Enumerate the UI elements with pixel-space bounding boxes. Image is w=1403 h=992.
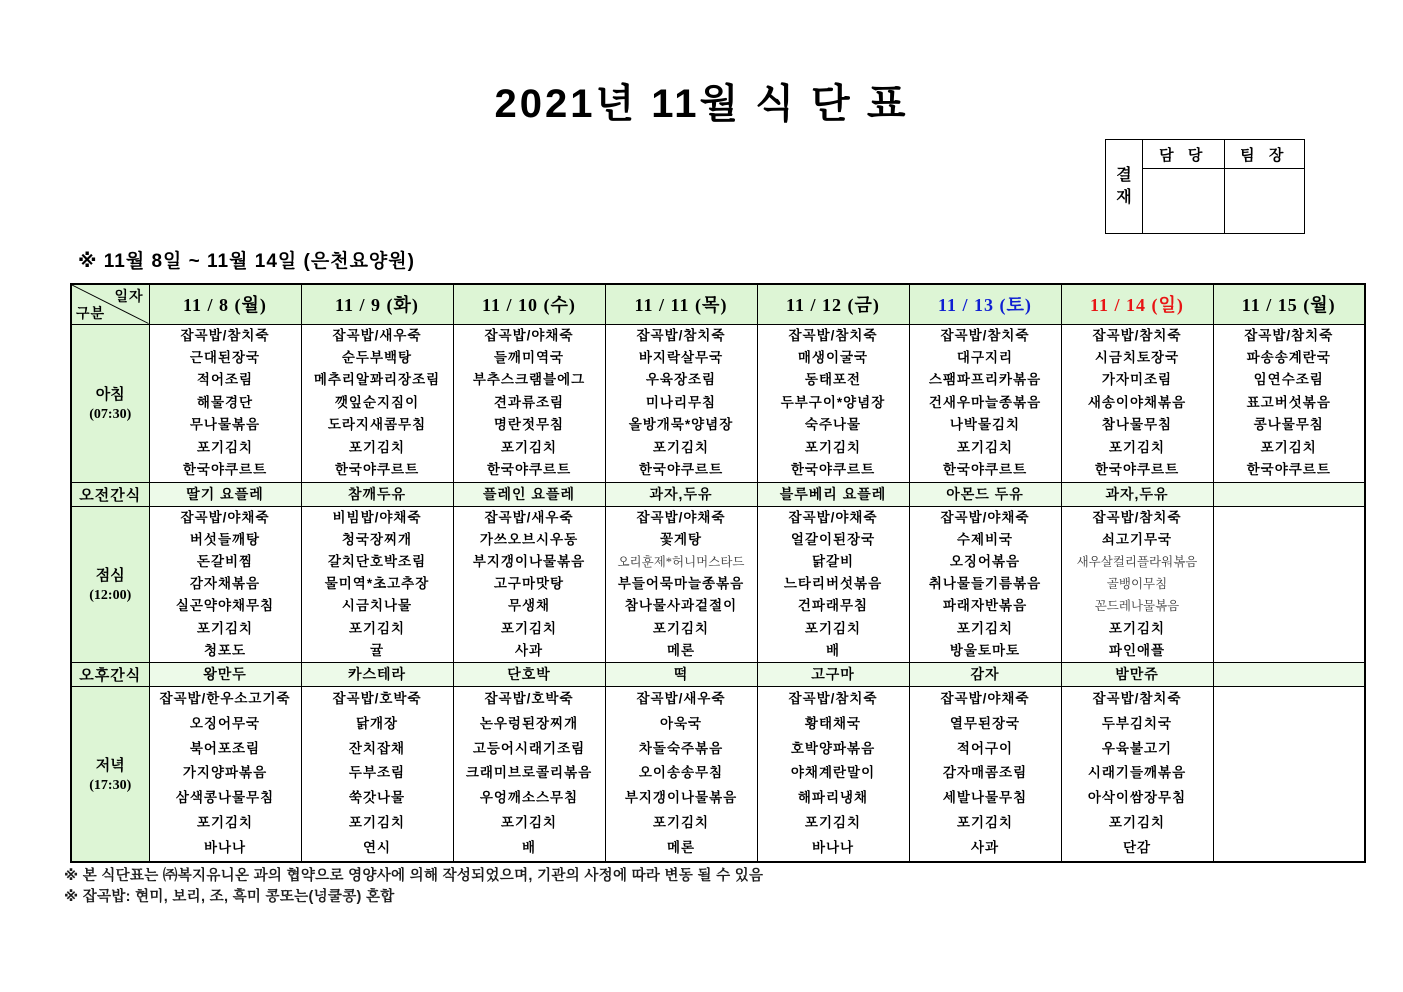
meal-cell <box>1061 506 1213 662</box>
menu-item: 청포도 <box>203 642 247 658</box>
menu-item: 포기김치 <box>1108 439 1166 455</box>
meal-cell <box>909 686 1061 861</box>
snack-cell: 왕만두 <box>149 662 301 686</box>
menu-item: 단감 <box>1122 839 1152 855</box>
menu-item: 바나나 <box>811 839 855 855</box>
menu-item: 부들어묵마늘종볶음 <box>617 576 745 592</box>
menu-item: 순두부백탕 <box>341 349 413 365</box>
menu-item: 감자매콤조림 <box>942 765 1028 781</box>
menu-item: 한국야쿠르트 <box>486 462 572 478</box>
approval-col-manager: 담 당 <box>1143 140 1224 169</box>
snack-cell: 플레인 요플레 <box>453 482 605 506</box>
menu-item: 잡곡밥/야채죽 <box>940 509 1030 525</box>
row-am-snack <box>71 482 1365 506</box>
menu-item: 포기김치 <box>956 439 1014 455</box>
row-label-am-snack: 오전간식 <box>71 482 149 506</box>
menu-item: 꽃게탕 <box>659 531 703 547</box>
menu-item: 포기김치 <box>652 620 710 636</box>
menu-item: 견과류조림 <box>493 394 565 410</box>
meal-cell <box>1213 686 1365 861</box>
snack-cell: 고구마 <box>757 662 909 686</box>
menu-item: 사과 <box>970 839 1000 855</box>
menu-item: 시래기들깨볶음 <box>1087 765 1187 781</box>
meal-cell <box>757 324 909 482</box>
meal-cell <box>149 506 301 662</box>
menu-item: 아삭이쌈장무침 <box>1087 790 1187 806</box>
menu-item: 한국야쿠르트 <box>1094 462 1180 478</box>
menu-item: 깻잎순지짐이 <box>334 394 420 410</box>
menu-item: 적어구이 <box>956 740 1014 756</box>
menu-item: 고구마맛탕 <box>493 576 565 592</box>
menu-item: 적어조림 <box>196 372 254 388</box>
menu-item: 파래자반볶음 <box>942 598 1028 614</box>
approval-sign-cell-manager <box>1143 169 1224 233</box>
menu-item: 바나나 <box>203 839 247 855</box>
menu-item: 잡곡밥/야채죽 <box>484 327 574 343</box>
menu-item: 부지갱이나물볶음 <box>472 553 586 569</box>
menu-item: 콩나물무침 <box>1253 417 1324 433</box>
menu-item: 포기김치 <box>1108 620 1166 636</box>
snack-cell: 과자,두유 <box>605 482 757 506</box>
menu-item: 닭개장 <box>355 715 399 731</box>
meal-cell <box>757 506 909 662</box>
menu-item: 메추리알꽈리장조림 <box>313 372 441 388</box>
menu-item: 포기김치 <box>500 439 558 455</box>
menu-item: 느타리버섯볶음 <box>783 576 883 592</box>
menu-item: 숙주나물 <box>804 417 862 433</box>
menu-item: 매생이굴국 <box>797 349 869 365</box>
menu-item: 포기김치 <box>348 439 406 455</box>
approval-sign-cell-team-lead <box>1224 169 1305 233</box>
menu-item: 시금치나물 <box>341 598 413 614</box>
menu-item: 잡곡밥/참치죽 <box>1092 327 1182 343</box>
menu-item: 포기김치 <box>956 814 1014 830</box>
menu-item: 두부조림 <box>348 765 406 781</box>
menu-item: 실곤약야채무침 <box>175 598 275 614</box>
menu-item: 올방개묵*양념장 <box>628 417 734 433</box>
meal-cell <box>1061 686 1213 861</box>
menu-item: 한국야쿠르트 <box>334 462 420 478</box>
menu-item: 아욱국 <box>659 715 703 731</box>
meal-cell <box>453 324 605 482</box>
menu-item: 쑥갓나물 <box>348 790 406 806</box>
menu-item: 고등어시래기조림 <box>472 740 586 756</box>
corner-cell <box>71 284 149 324</box>
menu-item: 잡곡밥/야채죽 <box>636 509 726 525</box>
menu-item: 잡곡밥/참치죽 <box>1092 690 1182 706</box>
menu-item: 잡곡밥/새우죽 <box>636 690 726 706</box>
menu-item: 비빔밥/야채죽 <box>332 509 422 525</box>
menu-item: 잡곡밥/야채죽 <box>788 509 878 525</box>
menu-item: 얼갈이된장국 <box>790 531 876 547</box>
menu-item: 해파리냉채 <box>797 790 869 806</box>
menu-item: 포기김치 <box>652 439 710 455</box>
menu-item: 우육장조림 <box>645 372 717 388</box>
row-label-pm-snack: 오후간식 <box>71 662 149 686</box>
menu-item: 잡곡밥/호박죽 <box>484 690 574 706</box>
menu-item: 두부김치국 <box>1101 715 1173 731</box>
menu-item: 꼰드레나물볶음 <box>1094 599 1180 614</box>
menu-item: 한국야쿠르트 <box>1246 462 1331 478</box>
menu-item: 포기김치 <box>348 620 406 636</box>
menu-item: 오징어무국 <box>189 715 261 731</box>
approval-box <box>1105 139 1305 234</box>
menu-item: 황태채국 <box>804 715 862 731</box>
menu-item: 수제비국 <box>956 531 1014 547</box>
date-header-5: 11 / 12 (금) <box>757 284 909 324</box>
date-header-row <box>71 284 1365 324</box>
meal-cell <box>149 324 301 482</box>
corner-label-category: 구분 <box>76 306 106 322</box>
menu-item: 새송이야채볶음 <box>1087 394 1187 410</box>
menu-item: 쇠고기무국 <box>1101 531 1173 547</box>
menu-item: 한국야쿠르트 <box>790 462 876 478</box>
menu-item: 오징어볶음 <box>949 553 1021 569</box>
footnote-2: ※ 잡곡밥: 현미, 보리, 조, 흑미 콩또는(넝쿨콩) 혼합 <box>64 889 395 905</box>
menu-item: 한국야쿠르트 <box>182 462 268 478</box>
menu-item: 취나물들기름볶음 <box>928 576 1042 592</box>
meal-cell <box>1213 506 1365 662</box>
menu-item: 오리훈제*허니머스타드 <box>617 554 745 569</box>
menu-item: 대구지리 <box>956 349 1014 365</box>
menu-item: 닭갈비 <box>811 553 855 569</box>
menu-item: 버섯들깨탕 <box>189 531 261 547</box>
footnotes <box>64 866 763 908</box>
menu-item: 논우렁된장찌개 <box>479 715 579 731</box>
menu-item: 배 <box>825 642 841 658</box>
menu-item: 북어포조림 <box>189 740 261 756</box>
snack-cell <box>1213 662 1365 686</box>
menu-item: 청국장찌개 <box>341 531 413 547</box>
menu-item: 야채계란말이 <box>790 765 876 781</box>
menu-item: 돈갈비찜 <box>196 553 254 569</box>
meal-table-wrap <box>70 283 1366 863</box>
meal-cell <box>1061 324 1213 482</box>
menu-item: 잡곡밥/참치죽 <box>788 327 878 343</box>
menu-item: 잡곡밥/야채죽 <box>940 690 1030 706</box>
date-header-2: 11 / 9 (화) <box>301 284 453 324</box>
snack-cell: 블루베리 요플레 <box>757 482 909 506</box>
menu-item: 가자미조림 <box>1101 372 1173 388</box>
menu-item: 무나물볶음 <box>189 417 261 433</box>
snack-cell: 감자 <box>909 662 1061 686</box>
meal-cell <box>453 506 605 662</box>
menu-item: 표고버섯볶음 <box>1246 394 1331 410</box>
menu-item: 잡곡밥/참치죽 <box>636 327 726 343</box>
footnote-1: ※ 본 식단표는 ㈜복지유니온 과의 협약으로 영양사에 의해 작성되었으며, 기관의 사정에 따라 변동 될 수 있음 <box>64 868 764 884</box>
row-label-lunch: 점심 (12:00) <box>71 506 149 662</box>
menu-item: 귤 <box>369 642 385 658</box>
menu-item: 포기김치 <box>956 620 1014 636</box>
menu-item: 무생채 <box>507 598 551 614</box>
menu-item: 참나물사과겉절이 <box>624 598 738 614</box>
menu-item: 잡곡밥/한우소고기죽 <box>159 690 291 706</box>
menu-item: 열무된장국 <box>949 715 1021 731</box>
menu-item: 포기김치 <box>1260 439 1317 455</box>
menu-item: 부추스크램블에그 <box>472 372 586 388</box>
meal-cell <box>605 506 757 662</box>
snack-cell: 딸기 요플레 <box>149 482 301 506</box>
menu-item: 잡곡밥/참치죽 <box>788 690 878 706</box>
meal-cell <box>909 324 1061 482</box>
menu-item: 나박물김치 <box>949 417 1021 433</box>
menu-item: 근대된장국 <box>189 349 261 365</box>
menu-item: 우육불고기 <box>1101 740 1173 756</box>
menu-item: 차돌숙주볶음 <box>638 740 724 756</box>
menu-item: 포기김치 <box>196 439 254 455</box>
menu-item: 포기김치 <box>196 620 254 636</box>
row-pm-snack <box>71 662 1365 686</box>
menu-item: 잡곡밥/새우죽 <box>484 509 574 525</box>
menu-item: 명란젓무침 <box>493 417 565 433</box>
menu-item: 잡곡밥/야채죽 <box>180 509 270 525</box>
menu-item: 포기김치 <box>500 620 558 636</box>
meal-cell <box>149 686 301 861</box>
approval-grid <box>1143 140 1304 233</box>
menu-item: 스팸파프리카볶음 <box>928 372 1042 388</box>
meal-cell <box>605 324 757 482</box>
menu-item: 미나리무침 <box>645 394 717 410</box>
menu-item: 잔치잡채 <box>348 740 406 756</box>
snack-cell <box>1213 482 1365 506</box>
row-label-breakfast: 아침 (07:30) <box>71 324 149 482</box>
menu-item: 잡곡밥/참치죽 <box>1092 509 1182 525</box>
menu-item: 방울토마토 <box>949 642 1021 658</box>
meal-cell <box>1213 324 1365 482</box>
menu-item: 부지갱이나물볶음 <box>624 790 738 806</box>
meal-cell <box>453 686 605 861</box>
menu-item: 감자채볶음 <box>189 576 261 592</box>
menu-item: 건파래무침 <box>797 598 869 614</box>
menu-item: 메론 <box>666 839 696 855</box>
menu-item: 잡곡밥/새우죽 <box>332 327 422 343</box>
menu-item: 참나물무침 <box>1101 417 1173 433</box>
menu-item: 골뱅이무침 <box>1106 577 1168 592</box>
menu-item: 시금치토장국 <box>1094 349 1180 365</box>
menu-item: 한국야쿠르트 <box>638 462 724 478</box>
menu-item: 호박양파볶음 <box>790 740 876 756</box>
menu-item: 포기김치 <box>652 814 710 830</box>
snack-cell: 아몬드 두유 <box>909 482 1061 506</box>
menu-item: 포기김치 <box>804 620 862 636</box>
row-lunch <box>71 506 1365 662</box>
date-header-3: 11 / 10 (수) <box>453 284 605 324</box>
menu-item: 포기김치 <box>804 814 862 830</box>
menu-item: 두부구이*양념장 <box>780 394 886 410</box>
snack-cell: 과자,두유 <box>1061 482 1213 506</box>
meal-cell <box>605 686 757 861</box>
menu-item: 파송송계란국 <box>1246 349 1331 365</box>
menu-item: 포기김치 <box>196 814 254 830</box>
menu-item: 메론 <box>666 642 696 658</box>
date-header-6: 11 / 13 (토) <box>909 284 1061 324</box>
row-label-dinner: 저녁 (17:30) <box>71 686 149 861</box>
row-breakfast <box>71 324 1365 482</box>
snack-cell: 밤만쥬 <box>1061 662 1213 686</box>
meal-cell <box>301 686 453 861</box>
snack-cell: 단호박 <box>453 662 605 686</box>
menu-item: 가쓰오브시우동 <box>479 531 579 547</box>
menu-item: 포기김치 <box>348 814 406 830</box>
menu-item: 사과 <box>514 642 544 658</box>
menu-item: 가지양파볶음 <box>182 765 268 781</box>
menu-item: 동태포전 <box>804 372 862 388</box>
menu-item: 잡곡밥/참치죽 <box>940 327 1030 343</box>
menu-item: 바지락살무국 <box>638 349 724 365</box>
menu-item: 잡곡밥/참치죽 <box>1244 327 1334 343</box>
period-note: ※ 11월 8일 ~ 11월 14일 (은천요양원) <box>78 251 415 272</box>
menu-item: 포기김치 <box>1108 814 1166 830</box>
menu-item: 파인애플 <box>1108 642 1166 658</box>
approval-stamp-label <box>1106 140 1143 233</box>
menu-item: 포기김치 <box>804 439 862 455</box>
snack-cell: 카스테라 <box>301 662 453 686</box>
menu-item: 한국야쿠르트 <box>942 462 1028 478</box>
menu-item: 연시 <box>362 839 392 855</box>
menu-item: 새우살컬리플라워볶음 <box>1076 554 1198 569</box>
menu-item: 삼색콩나물무침 <box>175 790 275 806</box>
menu-item: 포기김치 <box>500 814 558 830</box>
menu-item: 물미역*초고추장 <box>324 576 430 592</box>
menu-item: 오이송송무침 <box>638 765 724 781</box>
date-header-8: 11 / 15 (월) <box>1213 284 1365 324</box>
row-dinner <box>71 686 1365 861</box>
menu-item: 배 <box>521 839 537 855</box>
meal-table <box>70 283 1366 863</box>
menu-item: 갈치단호박조림 <box>327 553 427 569</box>
menu-item: 건새우마늘종볶음 <box>928 394 1042 410</box>
page-title: 2021년 11월 식 단 표 <box>494 82 909 126</box>
approval-stamp-char-1: 결 <box>1116 166 1132 184</box>
menu-item: 잡곡밥/참치죽 <box>180 327 270 343</box>
approval-col-team-lead: 팀 장 <box>1224 140 1305 169</box>
meal-cell <box>909 506 1061 662</box>
menu-item: 해물경단 <box>196 394 254 410</box>
date-header-4: 11 / 11 (목) <box>605 284 757 324</box>
menu-item: 세발나물무침 <box>942 790 1028 806</box>
snack-cell: 떡 <box>605 662 757 686</box>
corner-label-date: 일자 <box>114 290 144 305</box>
snack-cell: 참깨두유 <box>301 482 453 506</box>
date-header-7: 11 / 14 (일) <box>1061 284 1213 324</box>
date-header-1: 11 / 8 (월) <box>149 284 301 324</box>
menu-item: 우엉깨소스무침 <box>479 790 579 806</box>
meal-cell <box>301 506 453 662</box>
meal-cell <box>757 686 909 861</box>
menu-item: 들깨미역국 <box>493 349 565 365</box>
meal-cell <box>301 324 453 482</box>
menu-item: 크래미브로콜리볶음 <box>465 765 593 781</box>
menu-item: 도라지새콤무침 <box>327 417 427 433</box>
menu-item: 임연수조림 <box>1253 372 1324 388</box>
approval-stamp-char-2: 재 <box>1116 188 1132 206</box>
menu-item: 잡곡밥/호박죽 <box>332 690 422 706</box>
